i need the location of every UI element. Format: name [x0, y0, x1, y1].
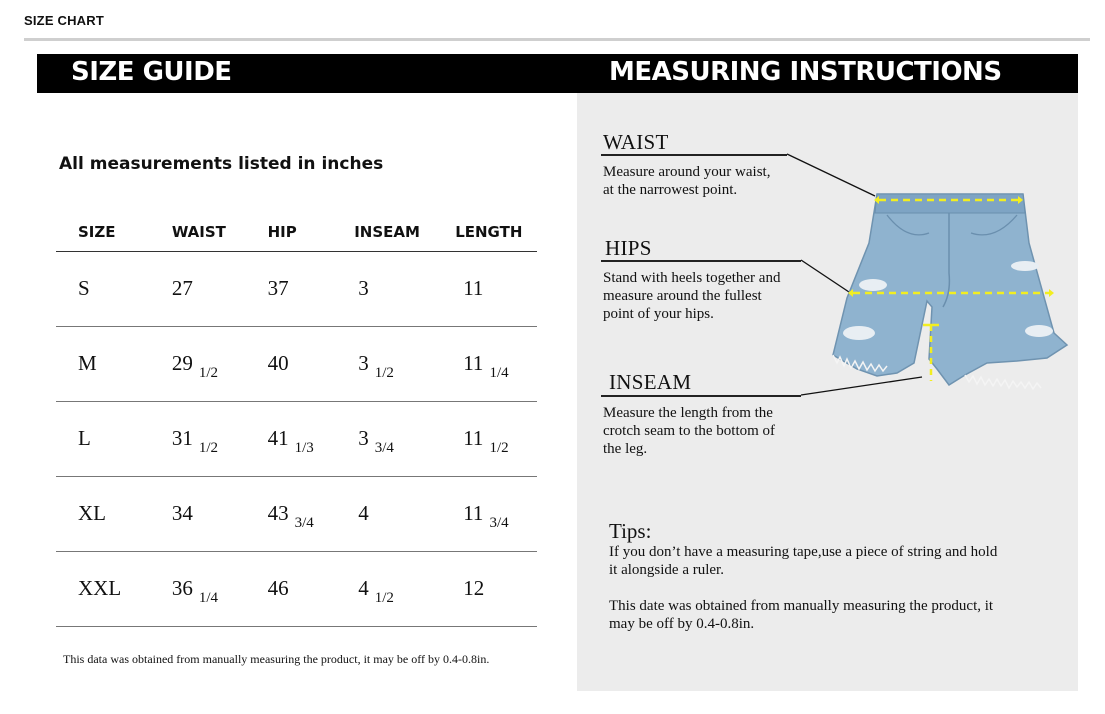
table-cell	[268, 251, 355, 326]
cell-fraction: 1/3	[294, 440, 314, 456]
cell-whole: L	[78, 426, 91, 450]
right-leg-fringe	[965, 375, 1041, 389]
table-cell	[268, 476, 355, 551]
cell-fraction: 1/2	[198, 440, 218, 456]
cell-whole: 43	[267, 501, 289, 525]
denim-shorts-illustration-icon	[577, 93, 1078, 413]
table-cell	[162, 326, 268, 401]
inseam-leader-line	[801, 377, 922, 395]
hips-text-3: point of your hips.	[603, 306, 714, 322]
waist-heading: WAIST	[603, 130, 669, 154]
measuring-instructions-heading: MEASURING INSTRUCTIONS	[609, 57, 1002, 87]
table-cell	[455, 326, 537, 401]
cell-fraction: 3/4	[374, 440, 394, 456]
table-cell	[56, 476, 162, 551]
inseam-text-2: crotch seam to the bottom of	[603, 423, 776, 439]
hips-heading: HIPS	[605, 236, 652, 260]
hips-text-2: measure around the fullest	[603, 288, 762, 304]
waist-text-2: at the narrowest point.	[603, 182, 738, 198]
cell-whole: 11	[463, 426, 484, 450]
table-cell	[162, 251, 268, 326]
title-divider	[24, 38, 1090, 41]
table-row	[56, 326, 537, 401]
cell-whole: 3	[358, 426, 369, 450]
cell-whole: 4	[358, 576, 369, 600]
cell-fraction: 1/2	[374, 365, 394, 381]
tips-text-1: If you don’t have a measuring tape,use a piece of string and hold	[609, 544, 998, 560]
table-row	[56, 476, 537, 551]
cell-fraction: 1/2	[489, 440, 509, 456]
table-row	[56, 251, 537, 326]
cell-whole: 40	[267, 351, 289, 375]
size-guide-panel	[37, 93, 577, 693]
cell-whole: 11	[463, 276, 484, 300]
cell-whole: 29	[171, 351, 193, 375]
cell-whole: XXL	[78, 576, 122, 600]
cell-fraction: 1/4	[489, 365, 509, 381]
shorts-waistband	[875, 194, 1025, 213]
table-cell	[56, 251, 162, 326]
table-header-row	[56, 213, 537, 251]
table-cell	[455, 251, 537, 326]
table-cell	[56, 326, 162, 401]
table-cell	[354, 476, 455, 551]
cell-whole: 3	[358, 276, 369, 300]
distress-patch	[1011, 261, 1039, 271]
table-cell	[162, 551, 268, 626]
section-banner	[37, 54, 1078, 93]
column-header-length: LENGTH	[455, 213, 537, 251]
cell-whole: 4	[358, 501, 369, 525]
table-cell	[268, 326, 355, 401]
cell-fraction: 1/2	[198, 365, 218, 381]
table-cell	[354, 326, 455, 401]
distress-patch	[1025, 325, 1053, 337]
cell-whole: 34	[171, 501, 193, 525]
table-cell	[455, 551, 537, 626]
cell-whole: 11	[463, 501, 484, 525]
cell-whole: 31	[171, 426, 193, 450]
table-cell	[56, 551, 162, 626]
tips-text-2: it alongside a ruler.	[609, 562, 724, 578]
cell-whole: S	[78, 276, 90, 300]
column-header-inseam: INSEAM	[354, 213, 455, 251]
table-cell	[162, 476, 268, 551]
distress-patch	[843, 326, 875, 340]
tips-text-4: may be off by 0.4-0.8in.	[609, 616, 755, 632]
table-cell	[455, 401, 537, 476]
measurement-note: This data was obtained from manually measuring the product, it may be off by 0.4-0.8in.	[63, 652, 490, 666]
column-header-size: SIZE	[56, 213, 162, 251]
cell-whole: 36	[171, 576, 193, 600]
distress-patch	[859, 279, 887, 291]
column-header-hip: HIP	[268, 213, 355, 251]
table-cell	[354, 401, 455, 476]
column-header-waist: WAIST	[162, 213, 268, 251]
hips-guide-arrow	[1049, 289, 1054, 297]
table-cell	[56, 401, 162, 476]
cell-whole: 27	[171, 276, 193, 300]
inseam-text-3: the leg.	[603, 441, 648, 457]
table-cell	[268, 551, 355, 626]
tips-heading: Tips:	[609, 519, 652, 543]
cell-whole: 41	[267, 426, 289, 450]
table-cell	[354, 551, 455, 626]
cell-whole: 3	[358, 351, 369, 375]
inseam-text-1: Measure the length from the	[603, 405, 773, 421]
waist-leader-line	[787, 154, 875, 196]
size-table	[56, 213, 537, 627]
tips-text-3: This date was obtained from manually measuring the product, it	[609, 598, 994, 614]
table-row	[56, 401, 537, 476]
cell-fraction: 3/4	[489, 515, 509, 531]
table-cell	[162, 401, 268, 476]
size-guide-heading: SIZE GUIDE	[71, 57, 232, 87]
waist-text-1: Measure around your waist,	[603, 164, 771, 180]
table-cell	[354, 251, 455, 326]
table-cell	[268, 401, 355, 476]
table-row	[56, 551, 537, 626]
cell-whole: 11	[463, 351, 484, 375]
cell-whole: 12	[463, 576, 485, 600]
cell-fraction: 1/4	[198, 590, 218, 606]
units-subtitle: All measurements listed in inches	[59, 154, 384, 174]
hips-text-1: Stand with heels together and	[603, 270, 781, 286]
hips-leader-line	[801, 260, 849, 292]
cell-whole: M	[78, 351, 97, 375]
inseam-heading: INSEAM	[609, 370, 692, 394]
cell-fraction: 3/4	[294, 515, 314, 531]
cell-whole: 46	[267, 576, 289, 600]
cell-whole: 37	[267, 276, 289, 300]
page-title: SIZE CHART	[24, 13, 104, 28]
table-body	[56, 251, 537, 626]
cell-whole: XL	[78, 501, 106, 525]
cell-fraction: 1/2	[374, 590, 394, 606]
table-cell	[455, 476, 537, 551]
